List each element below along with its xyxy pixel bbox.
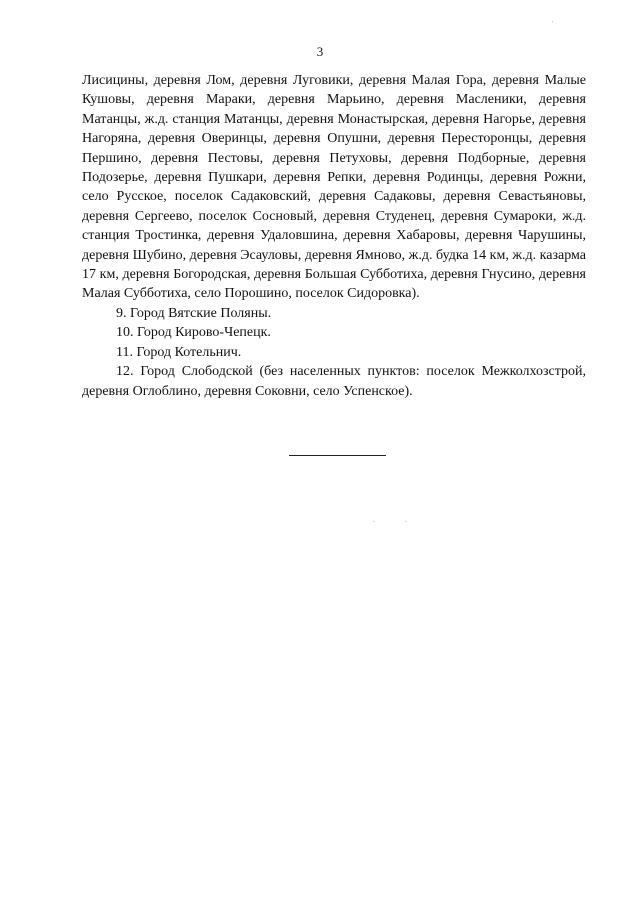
list-item-10: 10. Город Кирово-Чепецк. [116, 325, 271, 341]
document-body [82, 71, 586, 401]
list-item-11: 11. Город Котельнич. [116, 344, 242, 360]
continuation-paragraph: Лисицины, деревня Лом, деревня Луговики, деревня Малая Гора, деревня Малые Кушовы, деревня Мараки, деревня Марьино, деревня Масленики, деревня Матанцы, ж.д. станция Матанцы, деревня Монастырская, деревня Нагорье, деревня Нагоряна, деревня Оверинцы, деревня Опушни, деревня Пересторонцы, деревня Першино, деревня Пестовы, деревня Петуховы, деревня Подборные, деревня Подозерье, деревня Пушкари, деревня Репки, деревня Родинцы, деревня Рожни, село Русское, поселок Садаковский, деревня Садаковы, деревня Севастьяновы, деревня Сергеево, поселок Сосновый, деревня Студенец, деревня Сумароки, ж.д. станция Тростинка, деревня Удаловшина, деревня Хабаровы, деревня Чарушины, деревня Шубино, деревня Эсауловы, деревня Ямново, ж.д. будка 14 км, ж.д. казарма 17 км, деревня Богородская, деревня Большая Субботиха, деревня Гнусино, деревня Малая Субботиха, село Порошино, поселок Сидоровка). [82, 73, 586, 302]
list-item-9: 9. Город Вятские Поляны. [116, 305, 272, 321]
list-item-12: 12. Город Слободской (без населенных пунктов: поселок Межколхозстрой, деревня Оглоблино, деревня Соковни, село Успенское). [82, 364, 586, 399]
end-of-text-rule [289, 455, 386, 456]
scan-speck [405, 521, 406, 522]
page-number: 3 [316, 44, 324, 59]
scan-speck [373, 521, 374, 522]
scan-speck [552, 21, 553, 22]
